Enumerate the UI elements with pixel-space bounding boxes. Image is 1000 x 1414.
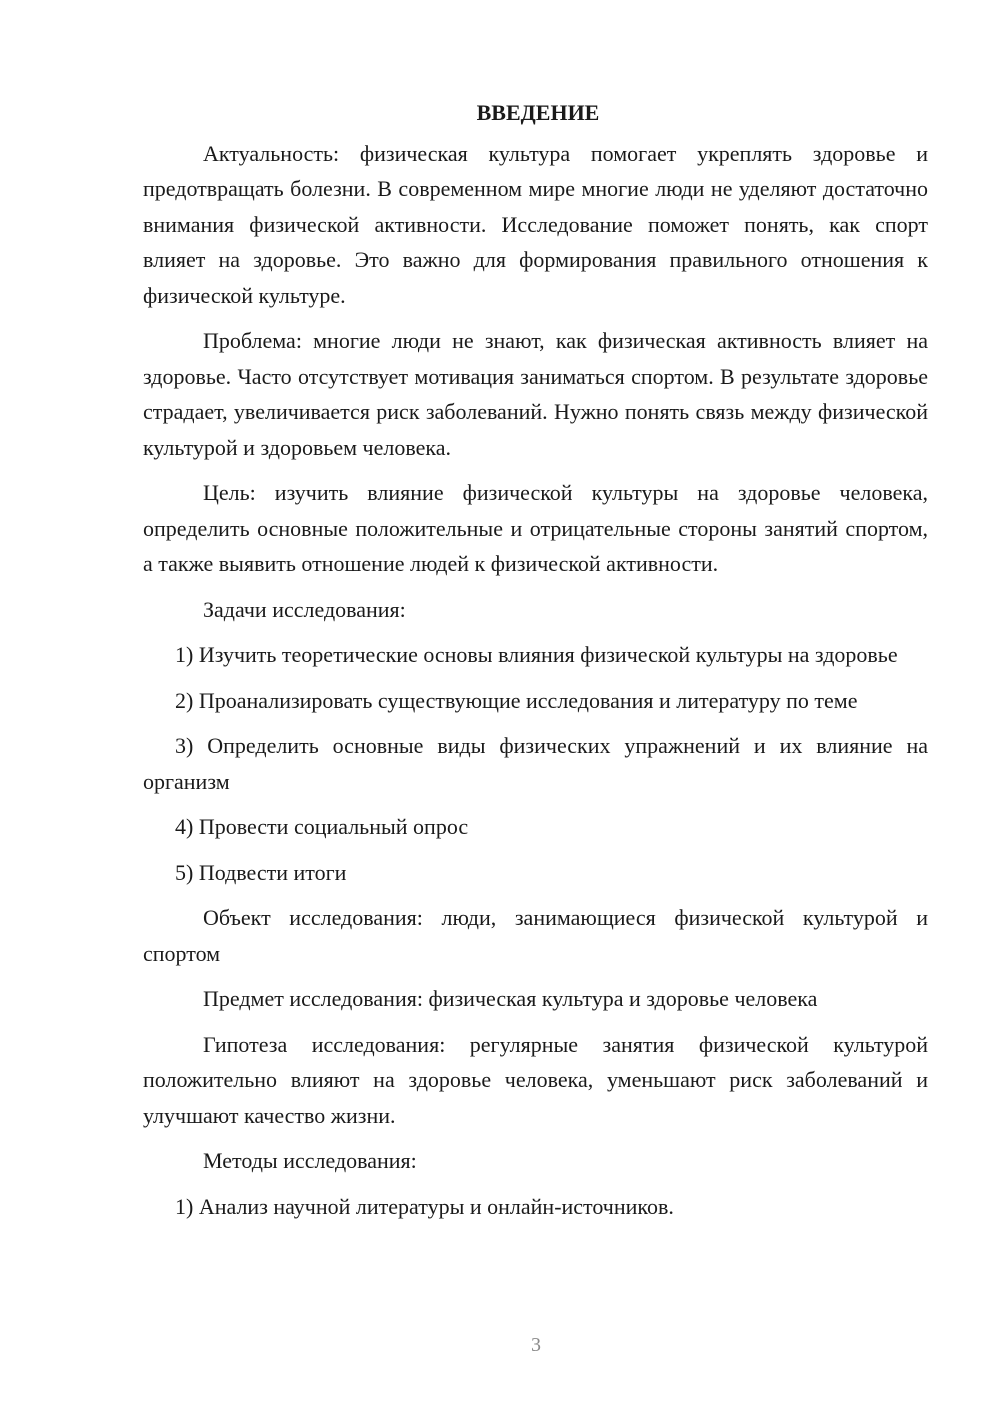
section-title: ВВЕДЕНИЕ: [476, 100, 600, 125]
object-paragraph: Объект исследования: люди, занимающиеся физической культурой и спортом: [143, 905, 928, 966]
hypothesis-paragraph: Гипотеза исследования: регулярные занятия физической культурой положительно влияют на здоровье человека, уменьшают риск заболеваний и улучшают качество жизни.: [143, 1031, 928, 1128]
method-item: 1) Анализ научной литературы и онлайн-источников.: [175, 1193, 674, 1219]
task-item: 3) Определить основные виды физических упражнений и их влияние на организм: [143, 733, 928, 794]
page-content: [143, 95, 928, 1234]
task-item: 5) Подвести итоги: [175, 859, 347, 885]
task-item: 4) Провести социальный опрос: [175, 814, 469, 839]
methods-heading: Методы исследования:: [203, 1148, 417, 1173]
problem-paragraph: Проблема: многие люди не знают, как физическая активность влияет на здоровье. Часто отсутствует мотивация заниматься спортом. В результате здоровье страдает, увеличивается риск заболеваний. Нужно понять связь между физической культурой и здоровьем человека.: [143, 328, 928, 460]
page-number: 3: [531, 1334, 541, 1356]
goal-paragraph: Цель: изучить влияние физической культуры на здоровье человека, определить основные положительные и отрицательные стороны занятий спортом, а также выявить отношение людей к физической активности.: [143, 480, 928, 576]
subject-paragraph: Предмет исследования: физическая культура и здоровье человека: [203, 986, 818, 1011]
tasks-heading: Задачи исследования:: [203, 596, 406, 622]
relevance-paragraph: Актуальность: физическая культура помогает укреплять здоровье и предотвращать болезни. В современном мире многие люди не уделяют достаточно внимания физической активности. Исследование поможет понять, как спорт влияет на здоровье. Это важно для формирования правильного отношения к физической культуре.: [143, 140, 928, 308]
task-item: 1) Изучить теоретические основы влияния физической культуры на здоровье: [175, 642, 898, 667]
task-item: 2) Проанализировать существующие исследования и литературу по теме: [175, 687, 858, 713]
